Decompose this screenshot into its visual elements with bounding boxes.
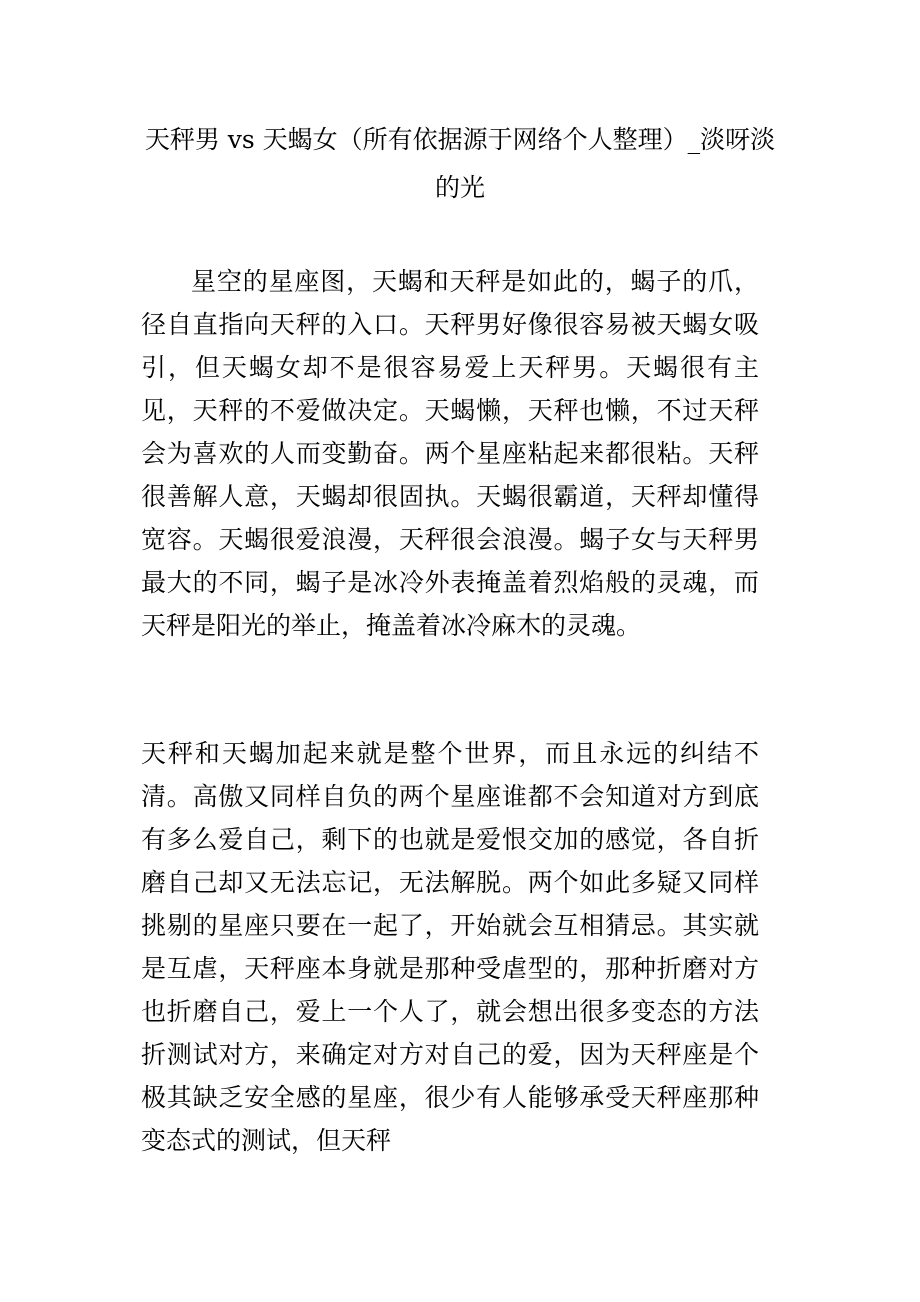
document-title: 天秤男 vs 天蝎女（所有依据源于网络个人整理）_淡呀淡的光 — [144, 125, 776, 202]
paragraph-1: 星空的星座图，天蝎和天秤是如此的，蝎子的爪，径自直指向天秤的入口。天秤男好像很容易被天蝎女吸引，但天蝎女却不是很容易爱上天秤男。天蝎很有主见，天秤的不爱做决定。天蝎懒，天秤也懒，不过天秤会为喜欢的人而变勤奋。两个星座粘起来都很粘。天秤很善解人意，天蝎却很固执。天蝎很霸道，天秤却懂得宽容。天蝎很爱浪漫，天秤很会浪漫。蝎子女与天秤男最大的不同，蝎子是冰冷外表掩盖着烈焰般的灵魂，而天秤是阳光的举止，掩盖着冰冷麻木的灵魂。 — [141, 267, 759, 640]
paragraph-2: 天秤和天蝎加起来就是整个世界，而且永远的纠结不清。高傲又同样自负的两个星座谁都不会知道对方到底有多么爱自己，剩下的也就是爱恨交加的感觉，各自折磨自己却又无法忘记，无法解脱。两个如此多疑又同样挑剔的星座只要在一起了，开始就会互相猜忌。其实就是互虐，天秤座本身就是那种受虐型的，那种折磨对方也折磨自己，爱上一个人了，就会想出很多变态的方法折测试对方，来确定对方对自己的爱，因为天秤座是个极其缺乏安全感的星座，很少有人能够承受天秤座那种变态式的测试，但天秤 — [141, 739, 759, 1155]
